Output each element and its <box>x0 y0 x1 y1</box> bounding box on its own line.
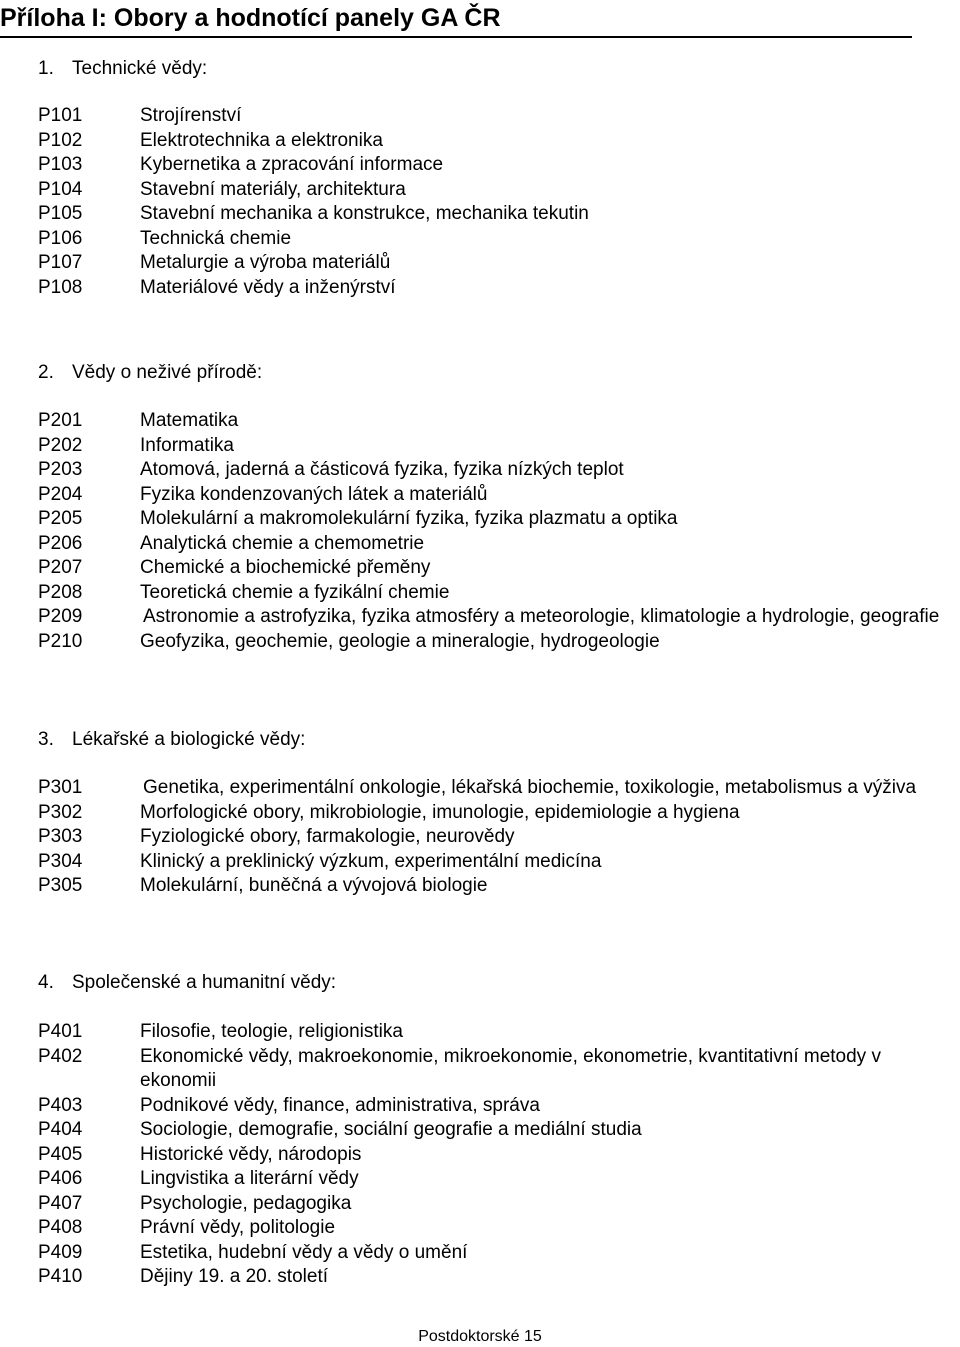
panel-code: P104 <box>38 178 83 200</box>
panel-row <box>38 556 958 581</box>
panel-row <box>38 850 958 875</box>
panel-name: Technická chemie <box>140 227 292 249</box>
panel-name: Kybernetika a zpracování informace <box>140 154 444 175</box>
panel-row <box>38 276 958 301</box>
panel-code: P207 <box>38 557 83 578</box>
panel-name: Astronomie a astrofyzika, fyzika atmosféry a meteorologie, klimatologie a hydrologie, geografie <box>143 606 940 627</box>
panel-row <box>38 1045 958 1094</box>
panel-code: P201 <box>38 410 83 431</box>
section-number: 4. <box>38 972 54 993</box>
panel-list-inanimate-nature <box>38 409 958 654</box>
panel-name: Molekulární, buněčná a vývojová biologie <box>140 875 488 896</box>
panel-name: Strojírenství <box>140 105 242 126</box>
panel-code: P105 <box>38 203 83 224</box>
panel-code: P408 <box>38 1217 83 1238</box>
panel-row <box>38 1094 958 1119</box>
panel-row <box>38 1265 958 1290</box>
panel-name: Atomová, jaderná a částicová fyzika, fyzika nízkých teplot <box>140 459 624 480</box>
page-footer: Postdoktorské 15 <box>418 1328 542 1345</box>
panel-list-medical-biological <box>38 776 958 899</box>
panel-code: P407 <box>38 1192 83 1214</box>
section-number: 1. <box>38 58 54 79</box>
panel-name: Estetika, hudební vědy a vědy o umění <box>140 1241 468 1263</box>
panel-code: P204 <box>38 483 83 505</box>
panel-code: P108 <box>38 276 83 298</box>
panel-row <box>38 605 958 630</box>
panel-name: Stavební mechanika a konstrukce, mechanika tekutin <box>140 203 589 224</box>
panel-code: P410 <box>38 1266 83 1287</box>
panel-row <box>38 483 958 508</box>
panel-code: P103 <box>38 154 83 175</box>
panel-name: Podnikové vědy, finance, administrativa, správa <box>140 1094 540 1116</box>
panel-name: Stavební materiály, architektura <box>140 178 406 200</box>
panel-row <box>38 409 958 434</box>
panel-code: P203 <box>38 459 83 480</box>
panel-name: Morfologické obory, mikrobiologie, imunologie, epidemiologie a hygiena <box>140 801 740 823</box>
panel-code: P406 <box>38 1168 83 1189</box>
panel-name: Lingvistika a literární vědy <box>140 1168 359 1189</box>
panel-row <box>38 227 958 252</box>
panel-name: Matematika <box>140 410 239 431</box>
panel-row <box>38 532 958 557</box>
section-heading-social-humanities <box>38 971 336 995</box>
panel-row <box>38 874 958 899</box>
panel-code: P102 <box>38 129 83 151</box>
panel-code: P202 <box>38 434 83 456</box>
panel-code: P106 <box>38 227 83 249</box>
panel-row <box>38 1192 958 1217</box>
section-heading-inanimate-nature <box>38 361 262 385</box>
panel-code: P302 <box>38 801 83 823</box>
panel-row <box>38 153 958 178</box>
section-heading-medical-biological <box>38 728 305 752</box>
panel-name: Historické vědy, národopis <box>140 1143 362 1165</box>
panel-name: Analytická chemie a chemometrie <box>140 532 425 554</box>
panel-name: Teoretická chemie a fyzikální chemie <box>140 581 450 603</box>
panel-row <box>38 1241 958 1266</box>
panel-code: P404 <box>38 1119 83 1140</box>
section-heading-technical <box>38 57 207 81</box>
panel-name: Právní vědy, politologie <box>140 1217 336 1238</box>
panel-row <box>38 104 958 129</box>
panel-row <box>38 178 958 203</box>
panel-name: Genetika, experimentální onkologie, lékařská biochemie, toxikologie, metabolismus a výživa <box>143 777 917 798</box>
panel-row <box>38 1167 958 1192</box>
section-title: Lékařské a biologické vědy: <box>72 729 306 750</box>
panel-code: P403 <box>38 1094 83 1116</box>
panel-list-social-humanities <box>38 1020 958 1290</box>
panel-code: P405 <box>38 1143 83 1165</box>
panel-code: P101 <box>38 105 83 126</box>
panel-row <box>38 825 958 850</box>
title-underline <box>0 36 912 38</box>
panel-name: Materiálové vědy a inženýrství <box>140 276 396 298</box>
panel-code: P305 <box>38 875 83 896</box>
panel-row <box>38 1118 958 1143</box>
panel-row <box>38 434 958 459</box>
section-title: Technické vědy: <box>72 58 208 79</box>
panel-name: Psychologie, pedagogika <box>140 1192 352 1214</box>
panel-code: P208 <box>38 581 83 603</box>
section-title: Společenské a humanitní vědy: <box>72 972 337 993</box>
panel-code: P206 <box>38 532 83 554</box>
page-title: Příloha I: Obory a hodnotící panely GA ČR <box>0 4 501 32</box>
panel-row <box>38 581 958 606</box>
panel-name: Ekonomické vědy, makroekonomie, mikroekonomie, ekonometrie, kvantitativní metody v ekonomii <box>140 1045 881 1091</box>
panel-code: P401 <box>38 1021 83 1042</box>
panel-name: Elektrotechnika a elektronika <box>140 129 383 151</box>
panel-name: Informatika <box>140 434 234 456</box>
panel-row <box>38 776 958 801</box>
panel-name: Geofyzika, geochemie, geologie a mineralogie, hydrogeologie <box>140 630 660 652</box>
panel-row <box>38 202 958 227</box>
panel-row <box>38 1143 958 1168</box>
panel-row <box>38 1216 958 1241</box>
section-number: 3. <box>38 729 54 750</box>
panel-code: P210 <box>38 630 83 652</box>
panel-code: P409 <box>38 1241 83 1263</box>
section-number: 2. <box>38 362 54 383</box>
panel-row <box>38 630 958 655</box>
panel-name: Fyziologické obory, farmakologie, neurovědy <box>140 826 515 847</box>
panel-row <box>38 507 958 532</box>
panel-row <box>38 129 958 154</box>
panel-name: Klinický a preklinický výzkum, experimentální medicína <box>140 850 602 872</box>
panel-row <box>38 801 958 826</box>
panel-name: Chemické a biochemické přeměny <box>140 557 431 578</box>
panel-name: Sociologie, demografie, sociální geografie a mediální studia <box>140 1119 642 1140</box>
panel-code: P303 <box>38 826 83 847</box>
panel-code: P304 <box>38 850 83 872</box>
section-title: Vědy o neživé přírodě: <box>72 362 263 383</box>
panel-name: Molekulární a makromolekulární fyzika, fyzika plazmatu a optika <box>140 508 678 529</box>
panel-name: Metalurgie a výroba materiálů <box>140 252 391 273</box>
panel-name: Filosofie, teologie, religionistika <box>140 1021 403 1042</box>
panel-code: P402 <box>38 1045 83 1067</box>
panel-code: P205 <box>38 508 83 529</box>
panel-list-technical <box>38 104 958 300</box>
panel-row <box>38 1020 958 1045</box>
panel-code: P301 <box>38 777 83 798</box>
panel-code: P107 <box>38 252 83 273</box>
panel-row <box>38 251 958 276</box>
panel-row <box>38 458 958 483</box>
panel-code: P209 <box>38 606 83 627</box>
panel-name: Dějiny 19. a 20. století <box>140 1266 328 1287</box>
panel-name: Fyzika kondenzovaných látek a materiálů <box>140 483 488 505</box>
